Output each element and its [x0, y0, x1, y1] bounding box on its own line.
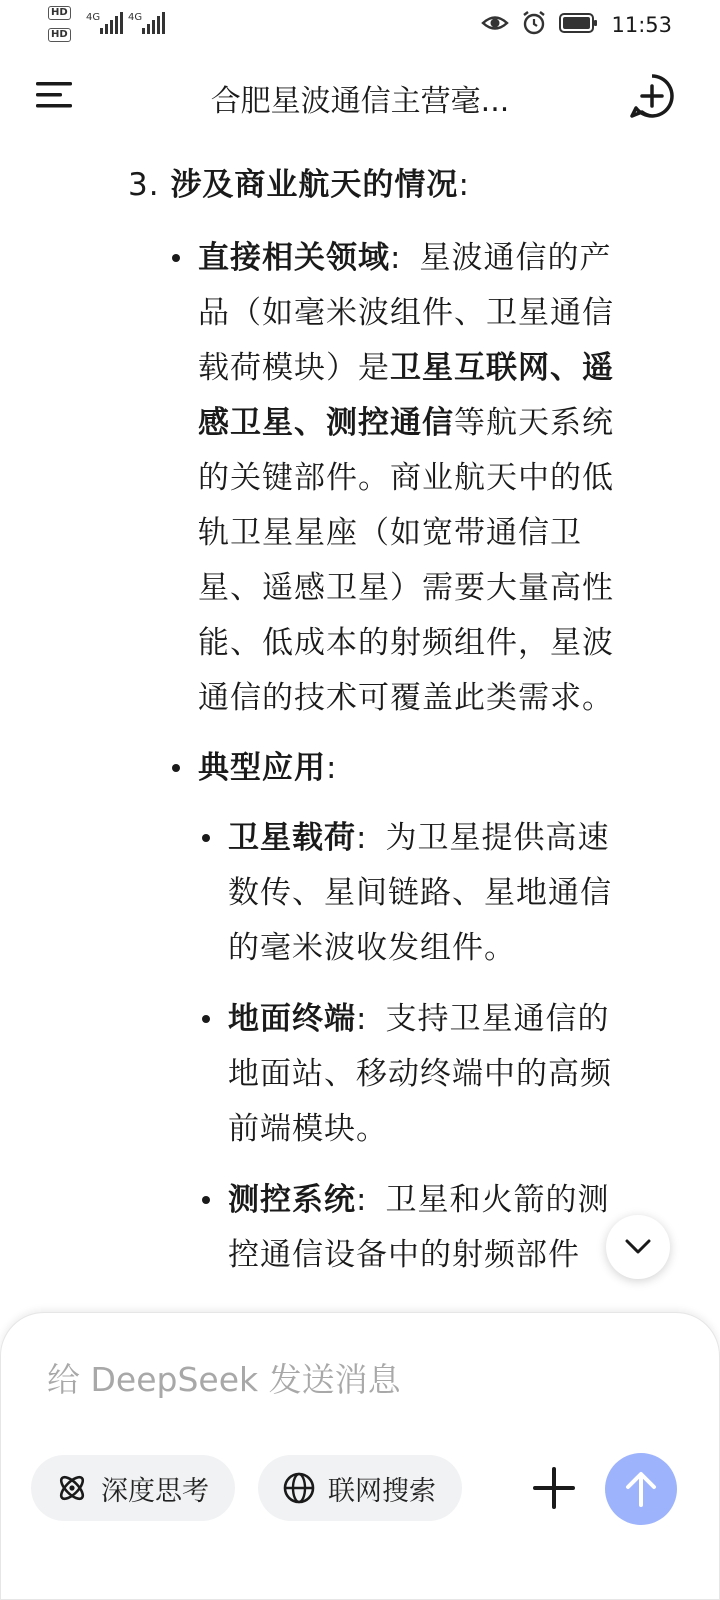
- item1-line1: [198, 230, 611, 286]
- new-chat-icon: [628, 72, 676, 120]
- conversation-title: 合肥星波通信主营毫...: [210, 84, 510, 119]
- sub2-colon: :: [356, 1001, 368, 1037]
- item1-line4-bold: 感卫星、测控通信: [198, 405, 454, 441]
- item1-line3-text: 载荷模块）是: [198, 350, 390, 386]
- attach-button[interactable]: [529, 1463, 579, 1513]
- plus-icon: [529, 1463, 579, 1513]
- bullet-sub3: [202, 1196, 210, 1204]
- globe-icon: [282, 1471, 316, 1505]
- item2-colon: :: [326, 750, 338, 786]
- sub1-label: 卫星载荷: [228, 820, 356, 856]
- atom-icon: [55, 1471, 89, 1505]
- section-title: 涉及商业航天的情况: [170, 167, 459, 203]
- sub3-colon: :: [356, 1182, 368, 1218]
- item1-colon: :: [390, 240, 402, 276]
- item2-label: 典型应用: [198, 750, 326, 786]
- chevron-down-icon: [624, 1238, 652, 1256]
- net-label-1: 4G: [86, 12, 101, 23]
- sub1-colon: :: [356, 820, 368, 856]
- message-content: [0, 140, 720, 1340]
- deep-think-label: 深度思考: [101, 1475, 209, 1507]
- status-bar: [0, 0, 720, 50]
- item1-line4: [198, 395, 614, 451]
- eye-icon: [481, 12, 509, 38]
- composer: [0, 1312, 720, 1600]
- new-chat-button[interactable]: [628, 72, 676, 120]
- sub1-line2: 数传、星间链路、星地通信: [228, 875, 612, 911]
- item1-line3: [198, 340, 614, 396]
- sub2-line3: 前端模块。: [228, 1111, 388, 1147]
- item1-line5: 的关键部件。商业航天中的低: [198, 460, 614, 496]
- sub2-label: 地面终端: [228, 1001, 356, 1037]
- section-heading: [128, 157, 470, 213]
- status-icons: [481, 10, 672, 40]
- bullet-sub2: [202, 1015, 210, 1023]
- item1-text: 星波通信的产: [419, 240, 612, 276]
- item1-line4-text: 等航天系统: [454, 405, 614, 441]
- sub2-text: 支持卫星通信的: [385, 1001, 610, 1037]
- deep-think-button[interactable]: [31, 1455, 235, 1521]
- item1-line7: 星、遥感卫星）需要大量高性: [198, 570, 614, 606]
- item1-line2: 品（如毫米波组件、卫星通信: [198, 295, 614, 331]
- web-search-button[interactable]: [258, 1455, 462, 1521]
- section-colon: :: [458, 167, 470, 203]
- sub3-label: 测控系统: [228, 1182, 356, 1218]
- bullet-item1: [172, 254, 180, 262]
- bullet-item2: [172, 764, 180, 772]
- item1-label: 直接相关领域: [198, 240, 390, 276]
- message-input[interactable]: [45, 1353, 609, 1405]
- signal-icon-2: [128, 10, 168, 40]
- battery-icon: [559, 12, 599, 38]
- bullet-sub1: [202, 834, 210, 842]
- arrow-up-icon: [623, 1469, 659, 1509]
- section-number: 3.: [128, 167, 160, 203]
- sub3-line1: [228, 1172, 609, 1228]
- sub1-line1: [228, 810, 609, 866]
- sub3-line2: 控通信设备中的射频部件: [228, 1237, 580, 1273]
- item1-line6: 轨卫星星座（如宽带通信卫: [198, 515, 582, 551]
- scroll-to-bottom-button[interactable]: [606, 1215, 670, 1279]
- alarm-icon: [521, 10, 547, 40]
- web-search-label: 联网搜索: [328, 1475, 436, 1507]
- hd-badge-1: HD: [48, 6, 71, 20]
- top-bar: [0, 60, 720, 130]
- item1-line8: 能、低成本的射频组件，星波: [198, 625, 614, 661]
- sub2-line2: 地面站、移动终端中的高频: [228, 1056, 612, 1092]
- net-label-2: 4G: [128, 12, 143, 23]
- sub2-line1: [228, 991, 609, 1047]
- sub1-line3: 的毫米波收发组件。: [228, 930, 516, 966]
- item1-line3-bold: 卫星互联网、遥: [390, 350, 614, 386]
- sub1-text: 为卫星提供高速: [385, 820, 610, 856]
- item1-line9: 通信的技术可覆盖此类需求。: [198, 680, 614, 716]
- hd-badge-2: HD: [48, 28, 71, 42]
- clock-time: 11:53: [611, 13, 672, 37]
- signal-icon-1: [86, 10, 126, 40]
- sub3-text: 卫星和火箭的测: [385, 1182, 610, 1218]
- send-button[interactable]: [605, 1453, 677, 1525]
- item2-heading: [198, 740, 337, 796]
